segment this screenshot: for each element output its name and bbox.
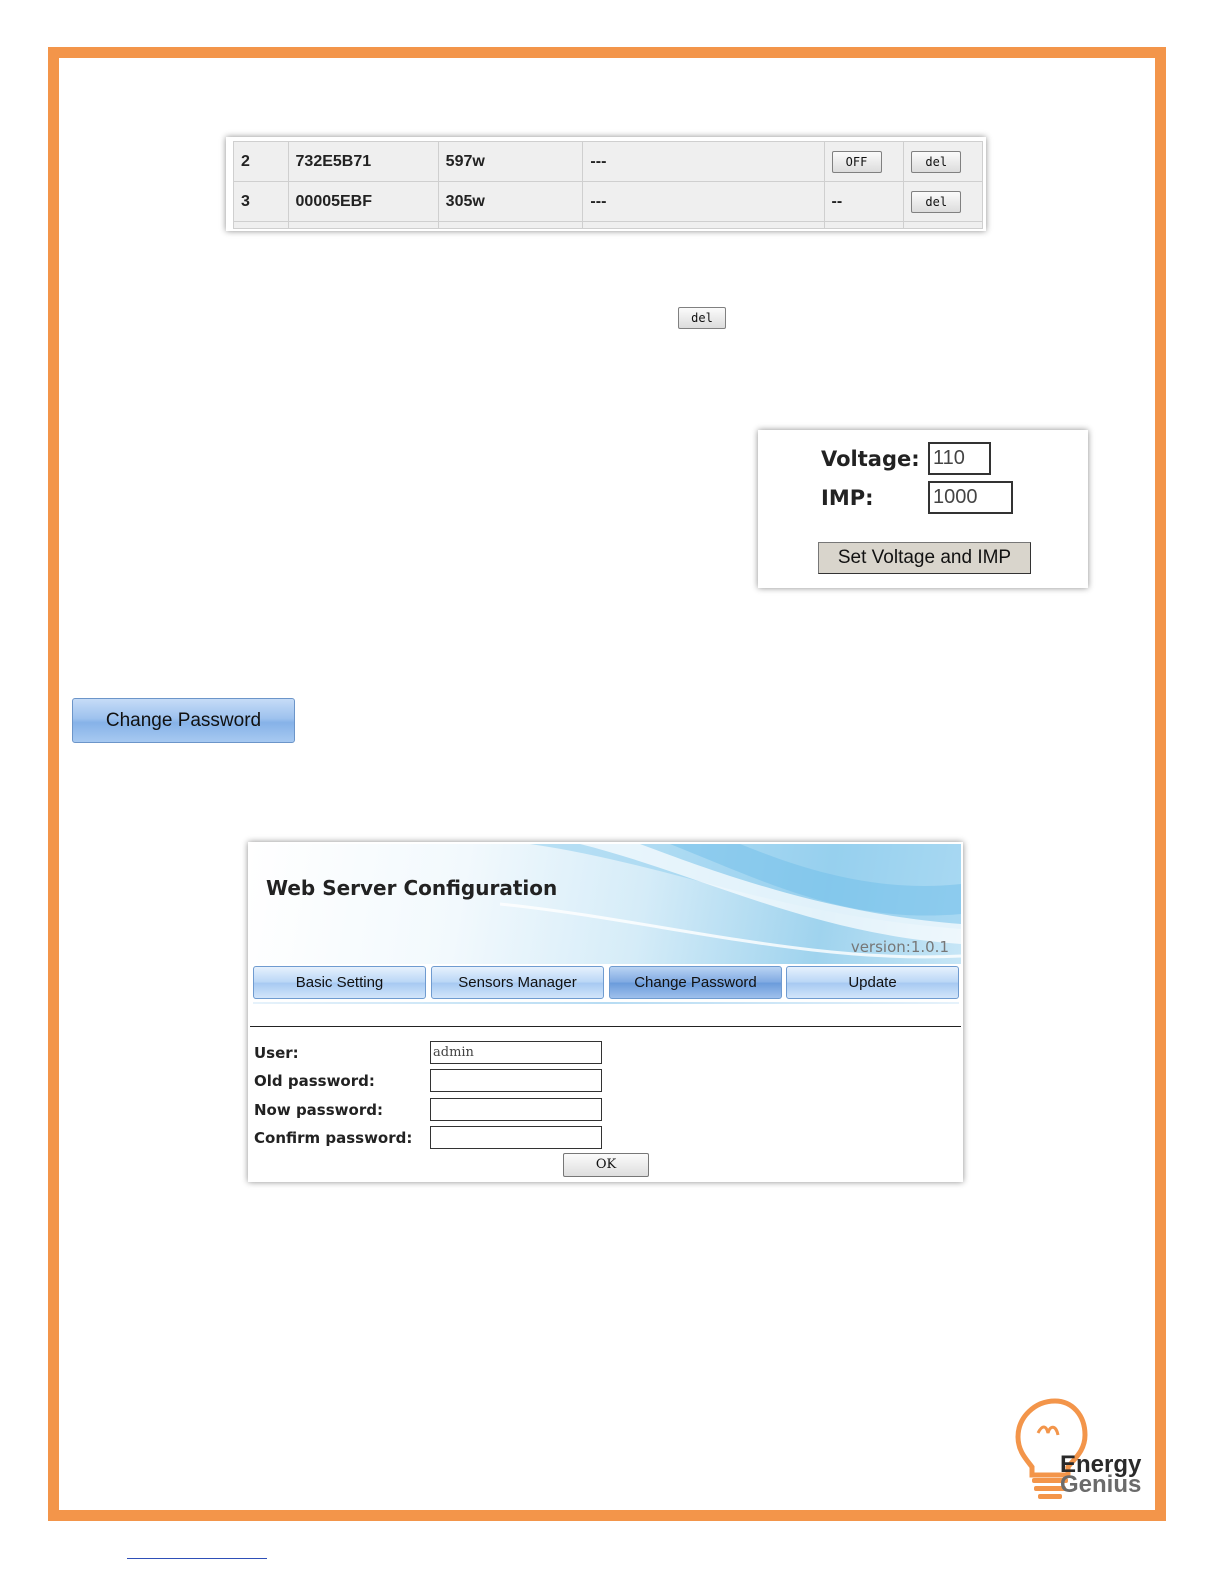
sensor-status: --- (583, 182, 824, 222)
partial-cell (288, 222, 438, 229)
config-header-banner (250, 844, 961, 964)
voltage-settings-panel (758, 430, 1088, 588)
confirm-password-field[interactable] (430, 1126, 602, 1149)
partial-cell (824, 222, 904, 229)
config-title: Web Server Configuration (266, 876, 558, 900)
voltage-input[interactable] (928, 442, 991, 475)
sensor-power: 597w (438, 142, 583, 182)
version-label: version:1.0.1 (850, 938, 949, 956)
sensor-id: 732E5B71 (288, 142, 438, 182)
table-row (234, 182, 983, 222)
footer-link-underline (127, 1558, 267, 1559)
imp-input[interactable] (928, 481, 1013, 514)
tab-update[interactable]: Update (786, 966, 959, 999)
set-voltage-imp-button[interactable]: Set Voltage and IMP (818, 542, 1031, 574)
config-tabs (253, 966, 959, 1002)
voltage-label: Voltage: (821, 447, 920, 471)
action-cell (904, 182, 983, 222)
tab-underline (253, 1002, 959, 1004)
section-divider (250, 1026, 961, 1027)
switch-cell: -- (824, 182, 904, 222)
off-button[interactable]: OFF (832, 151, 882, 173)
switch-cell (824, 142, 904, 182)
row-index: 2 (234, 142, 289, 182)
imp-label: IMP: (821, 486, 874, 510)
sensor-table-screenshot (226, 137, 986, 231)
partial-cell (904, 222, 983, 229)
delete-button[interactable]: del (911, 151, 961, 173)
sensor-power: 305w (438, 182, 583, 222)
page-border-frame (48, 47, 1166, 1521)
ok-button[interactable]: OK (563, 1153, 649, 1177)
partial-cell (583, 222, 824, 229)
tab-sensors-manager[interactable]: Sensors Manager (431, 966, 604, 999)
logo-text-energy: Energy (1060, 1451, 1142, 1478)
delete-button-example[interactable]: del (678, 307, 726, 329)
sensor-id: 00005EBF (288, 182, 438, 222)
energy-genius-logo (1010, 1395, 1150, 1500)
user-field[interactable] (430, 1041, 602, 1064)
logo-text-genius: Genius (1060, 1471, 1142, 1498)
old-password-label: Old password: (254, 1072, 375, 1090)
row-index: 3 (234, 182, 289, 222)
table-row (234, 142, 983, 182)
web-server-config-panel (248, 842, 963, 1182)
sensor-table (233, 141, 983, 229)
sensor-status: --- (583, 142, 824, 182)
action-cell (904, 142, 983, 182)
now-password-label: Now password: (254, 1101, 383, 1119)
tab-change-password[interactable]: Change Password (609, 966, 782, 999)
now-password-field[interactable] (430, 1098, 602, 1121)
old-password-field[interactable] (430, 1069, 602, 1092)
delete-button[interactable]: del (911, 191, 961, 213)
change-password-button[interactable]: Change Password (72, 698, 295, 743)
partial-cell (234, 222, 289, 229)
table-row-partial (234, 222, 983, 229)
user-label: User: (254, 1044, 299, 1062)
confirm-password-label: Confirm password: (254, 1129, 413, 1147)
partial-cell (438, 222, 583, 229)
tab-basic-setting[interactable]: Basic Setting (253, 966, 426, 999)
